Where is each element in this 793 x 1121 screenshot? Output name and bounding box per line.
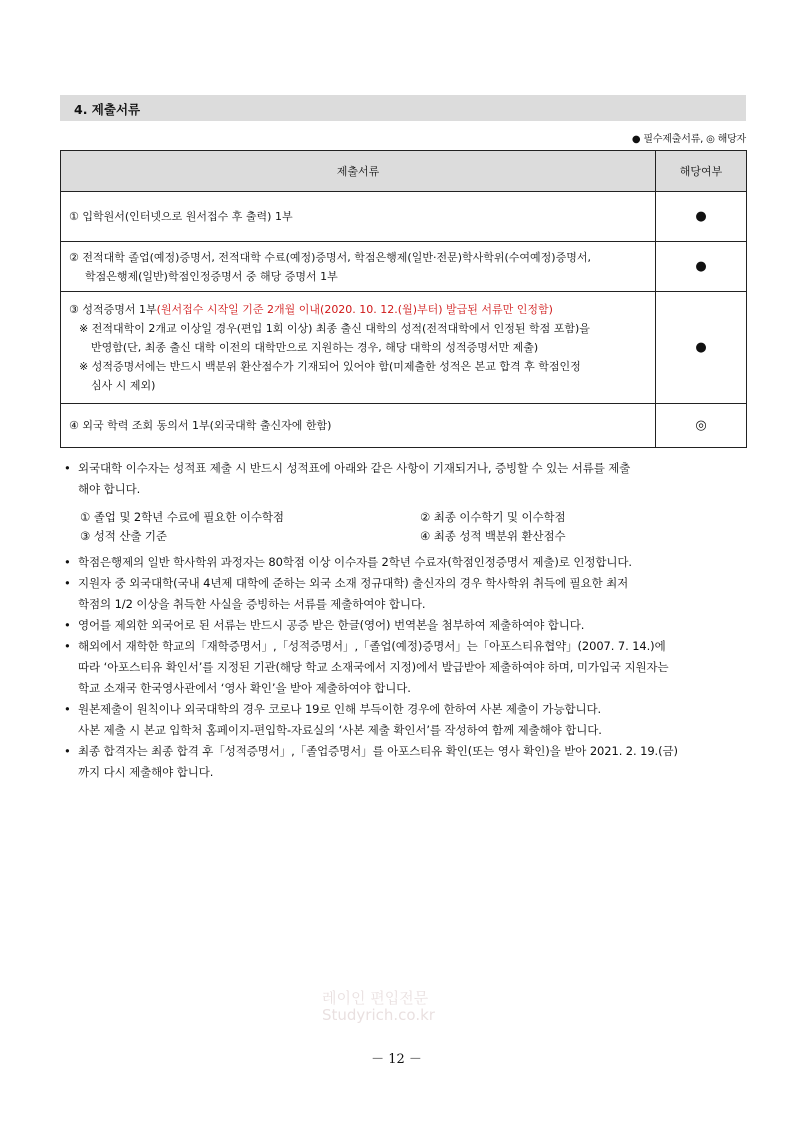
document-item-2: [61, 242, 656, 292]
required-mark: ●: [656, 292, 747, 404]
required-mark: ●: [656, 242, 747, 292]
list-item: [64, 636, 748, 699]
requirement-item: ④ 최종 성적 백분위 환산점수: [420, 529, 566, 543]
item-text: ① 입학원서(인터넷으로 원서접수 후 출력) 1부: [69, 210, 293, 223]
item-note: ※ 전적대학이 2개교 이상일 경우(편입 1회 이상) 최종 출신 대학의 성적(전적대학에서 인정된 학점 포함)을: [79, 322, 590, 335]
note-text-cont: 학교 소재국 한국영사관에서 ‘영사 확인’을 받아 제출하여야 합니다.: [78, 681, 411, 695]
required-mark: ●: [656, 192, 747, 242]
item-note-cont: 심사 시 제외): [91, 379, 156, 392]
watermark: [322, 990, 435, 1024]
watermark-line: Studyrich.co.kr: [322, 1006, 435, 1024]
table-row: [61, 192, 747, 242]
note-text-cont: 학점의 1/2 이상을 취득한 사실을 증빙하는 서류를 제출하여야 합니다.: [78, 597, 426, 611]
list-item: [64, 615, 748, 636]
foreign-transcript-requirements: [80, 508, 748, 546]
document-item-1: [61, 192, 656, 242]
list-item: [64, 699, 748, 741]
item-note: ※ 성적증명서에는 반드시 백분위 환산점수가 기재되어 있어야 함(미제출한 성적은 본교 합격 후 학점인정: [79, 360, 581, 373]
applicable-mark: ◎: [656, 404, 747, 448]
item-note-cont: 반영함(단, 최종 출신 대학 이전의 대학만으로 지원하는 경우, 해당 대학의 성적증명서만 제출): [91, 341, 539, 354]
table-row: [61, 404, 747, 448]
note-text-cont: 따라 ‘아포스티유 확인서’를 지정된 기관(해당 학교 소재국에서 지정)에서 발급받아 제출하여야 하며, 미가입국 지원자는: [78, 660, 669, 674]
item-text: ④ 외국 학력 조회 동의서 1부(외국대학 출신자에 한함): [69, 419, 332, 432]
issue-date-notice: (원서접수 시작일 기준 2개월 이내(2020. 10. 12.(월)부터) 발급된 서류만 인정함): [156, 303, 553, 316]
section-title: 4. 제출서류: [74, 102, 141, 117]
note-text: • 원본제출이 원칙이나 외국대학의 경우 코로나 19로 인해 부득이한 경우에 한하여 사본 제출이 가능합니다.: [78, 702, 602, 716]
table-row: [61, 292, 747, 404]
table-row: [61, 242, 747, 292]
page-number: － 12 －: [371, 1052, 422, 1067]
notes-list: [64, 458, 748, 783]
legend: ● 필수제출서류, ◎ 해당자: [631, 134, 746, 145]
item-lead: [69, 300, 647, 319]
item-text: ② 전적대학 졸업(예정)증명서, 전적대학 수료(예정)증명서, 학점은행제(일반·전문)학사학위(수여예정)증명서,: [69, 250, 591, 264]
table-header-row: [61, 151, 747, 192]
note-text-cont: 까지 다시 제출해야 합니다.: [78, 765, 214, 779]
document-item-4: [61, 404, 656, 448]
document-item-3: [61, 292, 656, 404]
note-text: • 최종 합격자는 최종 합격 후「성적증명서」,「졸업증명서」를 아포스티유 확인(또는 영사 확인)을 받아 2021. 2. 19.(금): [78, 744, 678, 758]
requirement-item: ③ 성적 산출 기준: [80, 529, 167, 543]
list-item: [64, 458, 748, 500]
note-text: • 외국대학 이수자는 성적표 제출 시 반드시 성적표에 아래와 같은 사항이 기재되거나, 증빙할 수 있는 서류를 제출: [78, 461, 631, 475]
watermark-line: 레이인 편입전문: [322, 989, 429, 1007]
column-header-applicable: 해당여부: [656, 151, 747, 192]
note-text: • 영어를 제외한 외국어로 된 서류는 반드시 공증 받은 한글(영어) 번역본을 첨부하여 제출하여야 합니다.: [78, 618, 585, 632]
note-text: • 지원자 중 외국대학(국내 4년제 대학에 준하는 외국 소재 정규대학) 출신자의 경우 학사학위 취득에 필요한 최저: [78, 576, 629, 590]
section-header: [60, 95, 746, 121]
item-text-cont: 학점은행제(일반)학점인정증명서 중 해당 증명서 1부: [85, 269, 338, 283]
note-text: • 학점은행제의 일반 학사학위 과정자는 80학점 이상 이수자를 2학년 수료자(학점인정증명서 제출)로 인정합니다.: [78, 555, 632, 569]
item-text: ③ 성적증명서 1부: [69, 303, 157, 316]
note-text: • 해외에서 재학한 학교의「재학증명서」,「성적증명서」,「졸업(예정)증명서」는「아포스티유협약」(2007. 7. 14.)에: [78, 639, 666, 653]
column-header-documents: 제출서류: [61, 151, 656, 192]
note-text-cont: 사본 제출 시 본교 입학처 홈페이지-편입학-자료실의 ‘사본 제출 확인서’를 작성하여 함께 제출해야 합니다.: [78, 723, 602, 737]
documents-table: [60, 150, 747, 448]
note-text-cont: 해야 합니다.: [78, 482, 141, 496]
list-item: [64, 741, 748, 783]
list-item: [64, 552, 748, 573]
requirement-item: ② 최종 이수학기 및 이수학점: [420, 510, 566, 524]
list-item: [64, 573, 748, 615]
requirement-item: ① 졸업 및 2학년 수료에 필요한 이수학점: [80, 510, 284, 524]
